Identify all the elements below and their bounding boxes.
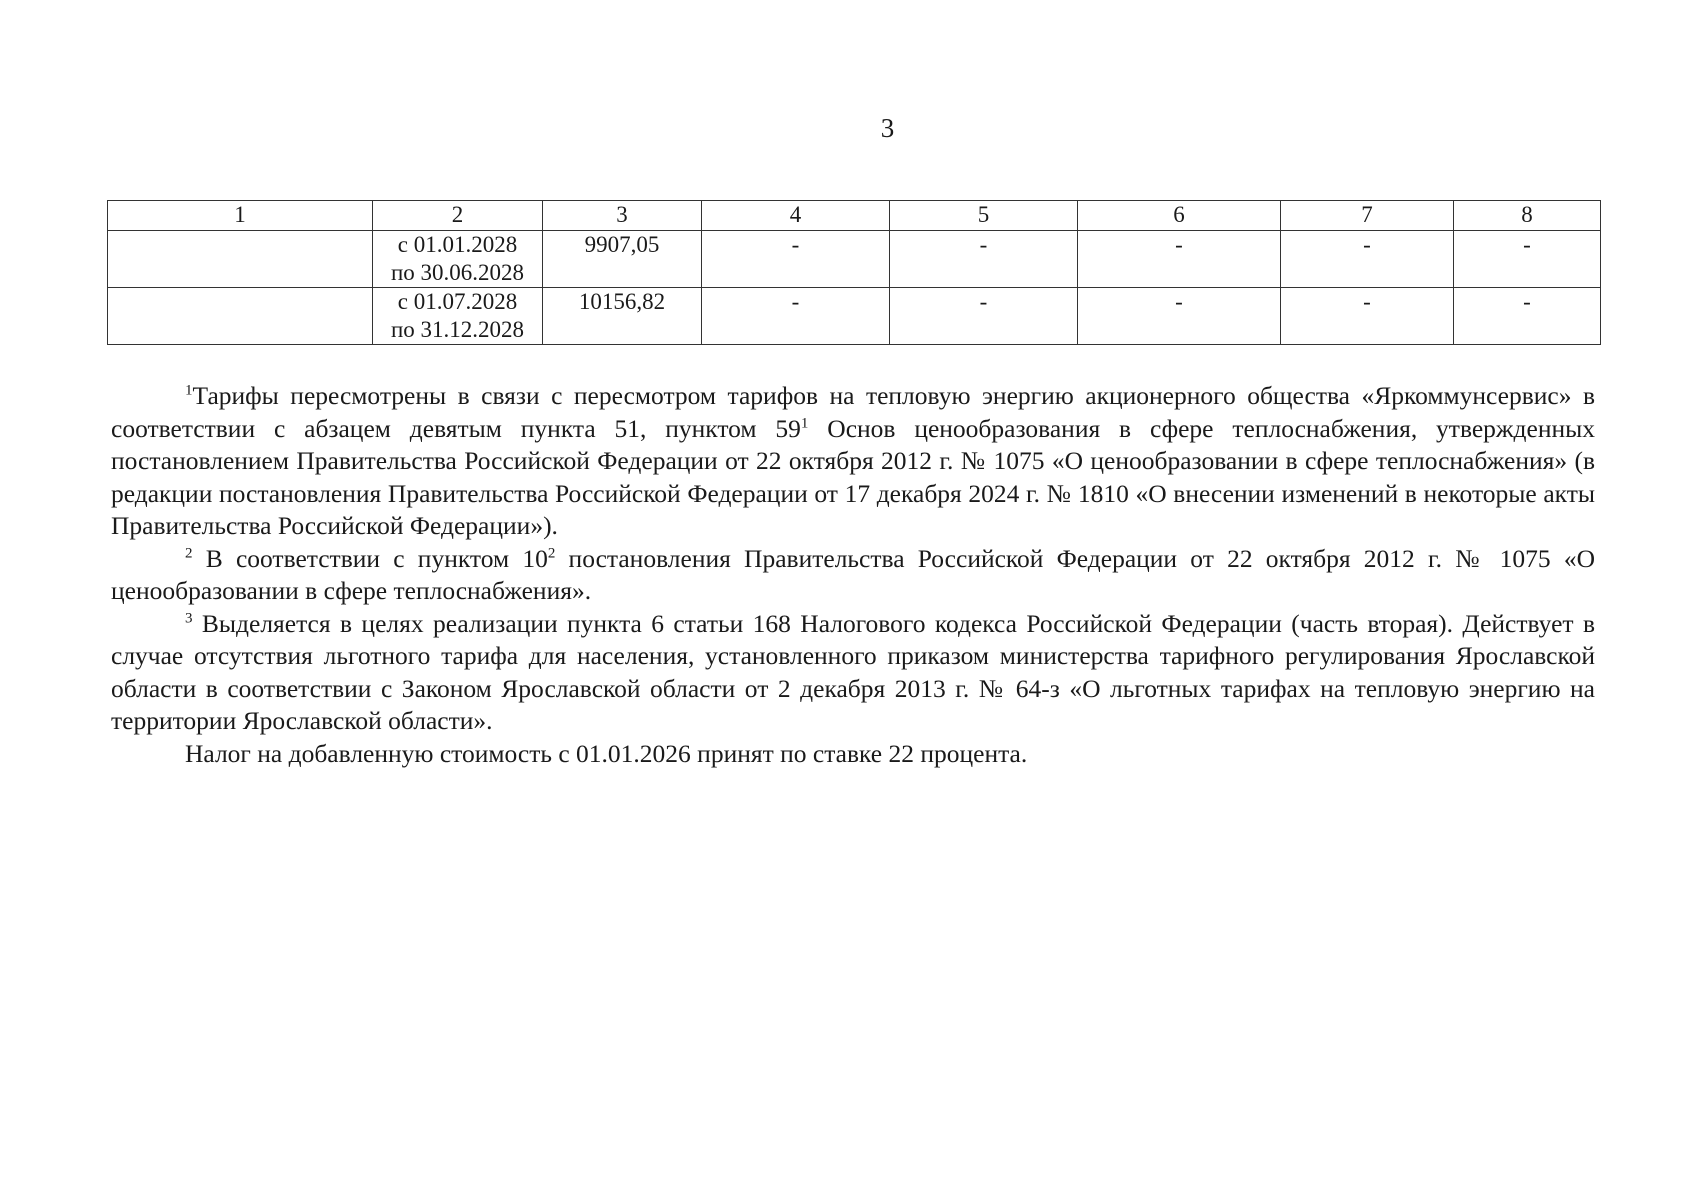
period-to: по 30.06.2028 bbox=[390, 260, 525, 285]
table-row bbox=[108, 288, 1601, 345]
page-number: 3 bbox=[880, 113, 895, 143]
column-header-1: 1 bbox=[108, 201, 373, 231]
footnote-2 bbox=[111, 543, 1595, 608]
table-cell: - bbox=[1078, 231, 1281, 288]
table-cell: - bbox=[1281, 288, 1454, 345]
superscript: 1 bbox=[800, 415, 809, 431]
table-cell: - bbox=[1454, 288, 1601, 345]
footnote-text: Основ ценообразования в сфере теплоснабжения, утвержденных постановлением Правительства Российской Федерации от 22 октября 2012 г. № 1075 «О ценообразовании в сфере теплоснабжения» (в редакции постановления Правительства Российской Федерации от 17 декабря 2024 г. № 1810 «О внесении изменений в некоторые акты Правительства Российской Федерации»). bbox=[111, 413, 1595, 540]
footnote-text: В соответствии с пунктом 10 bbox=[192, 543, 548, 573]
tariff-value: 9907,05 bbox=[543, 231, 702, 288]
column-header-8: 8 bbox=[1454, 201, 1601, 231]
footnote-text: Тарифы пересмотрены в связи с пересмотром тарифов на тепловую энергию акционерного общества «Яркоммунсервис» в соответствии с абзацем девятым пункта 51, пунктом 59 bbox=[111, 381, 1595, 443]
column-header-3: 3 bbox=[543, 201, 702, 231]
table-cell: - bbox=[890, 231, 1078, 288]
footnote-text: Выделяется в целях реализации пункта 6 статьи 168 Налогового кодекса Российской Федерации (часть вторая). Действует в случае отсутствия льготного тарифа для населения, установленного приказом министерства тарифного регулирования Ярославской области в соответствии с Законом Ярославской области от 2 декабря 2013 г. № 64-з «О льготных тарифах на тепловую энергию на территории Ярославской области». bbox=[111, 608, 1595, 735]
column-header-4: 4 bbox=[702, 201, 890, 231]
footnote-mark: 1 bbox=[185, 382, 193, 399]
period-cell bbox=[373, 231, 543, 288]
table-cell-empty bbox=[108, 288, 373, 345]
column-header-2: 2 bbox=[373, 201, 543, 231]
footnotes bbox=[111, 380, 1595, 770]
footnote-3 bbox=[111, 608, 1595, 738]
footnote-text: постановления Правительства Российской Федерации от 22 октября 2012 г. № 1075 «О ценообразовании в сфере теплоснабжения». bbox=[111, 543, 1595, 605]
table-row bbox=[108, 231, 1601, 288]
table-cell: - bbox=[1078, 288, 1281, 345]
tariff-value: 10156,82 bbox=[543, 288, 702, 345]
footnote-mark: 2 bbox=[185, 545, 193, 561]
table-cell: - bbox=[890, 288, 1078, 345]
column-header-5: 5 bbox=[890, 201, 1078, 231]
table-cell-empty bbox=[108, 231, 373, 288]
table-cell: - bbox=[702, 231, 890, 288]
column-header-7: 7 bbox=[1281, 201, 1454, 231]
period-to: по 31.12.2028 bbox=[390, 317, 525, 342]
period-from: с 01.07.2028 bbox=[397, 289, 518, 314]
footnote-1 bbox=[111, 380, 1595, 543]
table-cell: - bbox=[1281, 231, 1454, 288]
footnote-mark: 3 bbox=[185, 610, 193, 626]
table-cell: - bbox=[702, 288, 890, 345]
table-cell: - bbox=[1454, 231, 1601, 288]
period-cell bbox=[373, 288, 543, 345]
column-header-6: 6 bbox=[1078, 201, 1281, 231]
period-from: с 01.01.2028 bbox=[397, 232, 518, 257]
table-header-row bbox=[108, 201, 1601, 231]
superscript: 2 bbox=[547, 545, 556, 561]
tariff-table bbox=[107, 200, 1601, 345]
vat-note: Налог на добавленную стоимость с 01.01.2026 принят по ставке 22 процента. bbox=[185, 738, 1028, 768]
